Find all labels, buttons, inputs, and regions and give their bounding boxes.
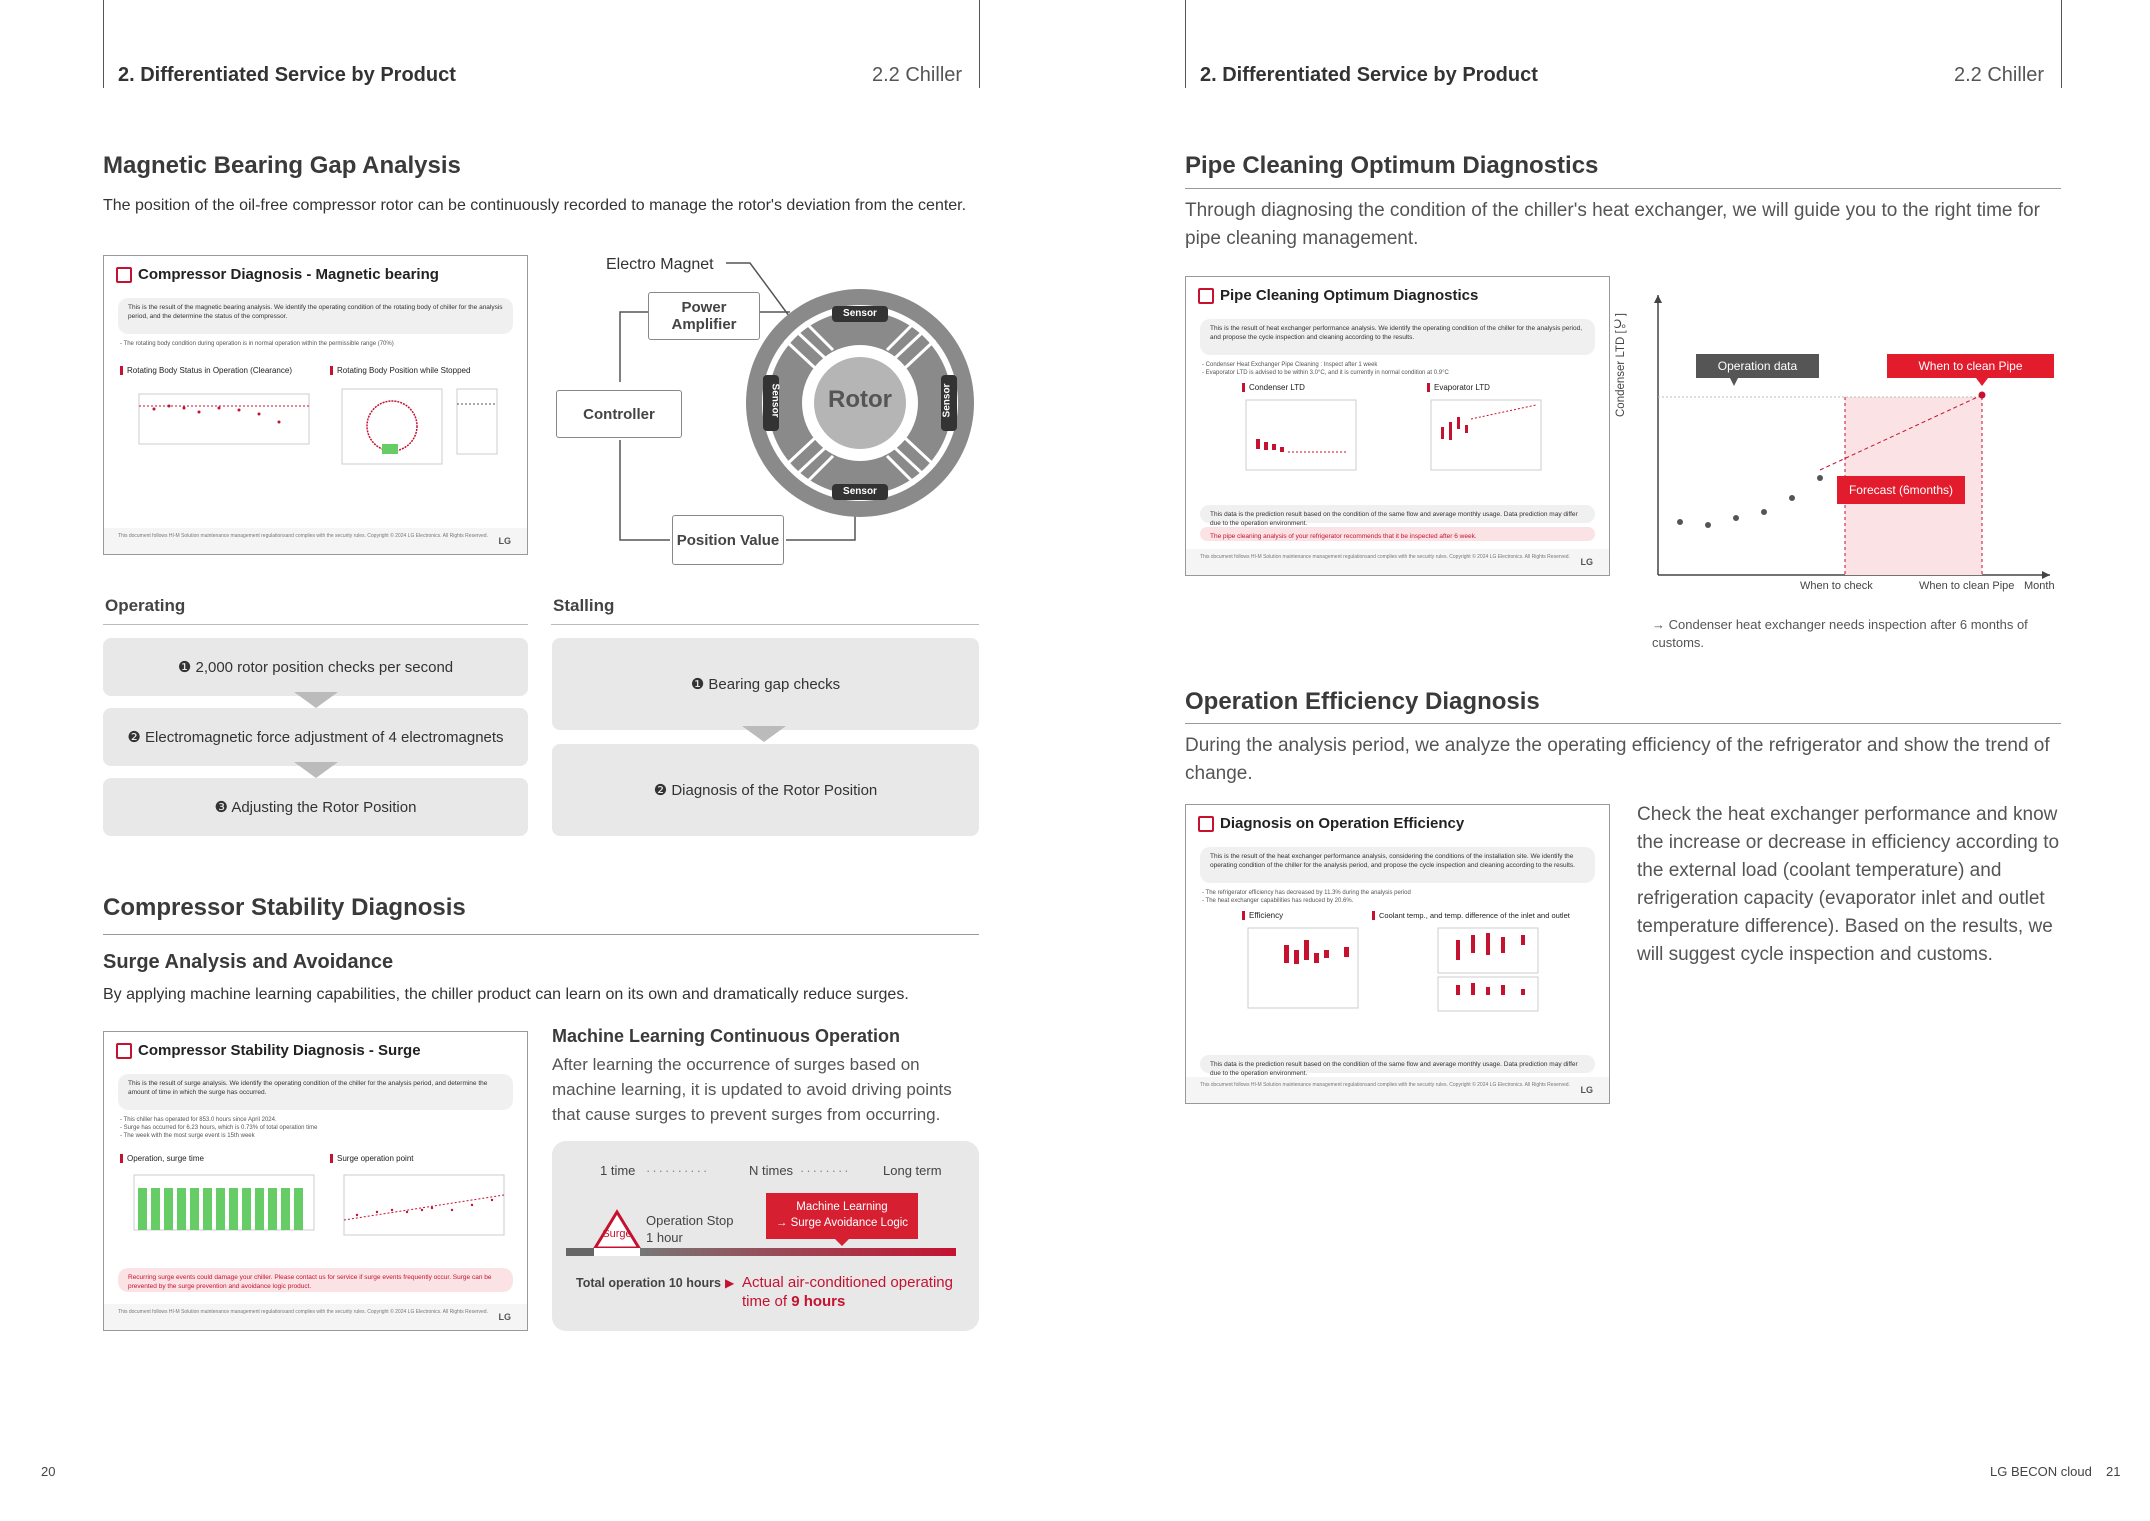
- sensor-label: Sensor: [843, 486, 877, 497]
- ml-desc: After learning the occurrence of surges based on machine learning, it is updated to avoid driving points that cause surges to prevent surges from occurring.: [552, 1055, 952, 1124]
- chart-label: Efficiency: [1242, 911, 1283, 920]
- operation-data-tag: Operation data: [1696, 354, 1819, 378]
- x-label-check: When to check: [1800, 580, 1873, 592]
- section-header: 2. Differentiated Service by Product: [118, 64, 456, 86]
- ml-diagram: [552, 1141, 979, 1331]
- op-stop-duration: 1 hour: [646, 1230, 683, 1245]
- header-right-rule: [979, 0, 980, 88]
- card-note: - The refrigerator efficiency has decreased by 11.3% during the analysis period: [1202, 890, 1411, 896]
- stalling-step-2: ❷ Diagnosis of the Rotor Position: [552, 744, 979, 836]
- operating-step-3: ❸ Adjusting the Rotor Position: [103, 778, 528, 836]
- electro-magnet-label: Electro Magnet: [606, 256, 714, 273]
- surge-card: [103, 1031, 528, 1331]
- card-summary: This is the result of surge analysis. We identify the operating condition of the chiller for the analysis period, and determine the amount of time in which the surge has occurred.: [118, 1074, 513, 1110]
- surge-label: Surge: [602, 1228, 632, 1240]
- chart-label: Condenser LTD: [1242, 383, 1305, 392]
- surge-subtitle: Surge Analysis and Avoidance: [103, 951, 394, 973]
- card-footer: This document follows HI-M Solution maintenance management regulationsand complies with the security rules. Copyright © 2024 LG Electronics. All Rights Reserved.: [1186, 549, 1609, 575]
- sensor-label: Sensor: [769, 383, 781, 418]
- page-number-right: 21: [2106, 1464, 2121, 1479]
- diagnosis-icon: [1198, 288, 1214, 304]
- down-arrow-icon: [742, 726, 786, 742]
- pipe-forecast-chart: [1630, 290, 2060, 600]
- card-footer: This document follows HI-M Solution maintenance management regulationsand complies with the security rules. Copyright © 2024 LG Electronics. All Rights Reserved.: [104, 528, 527, 554]
- section-subheader: 2.2 Chiller: [872, 64, 963, 86]
- operating-step-1: ❶ 2,000 rotor position checks per second: [103, 638, 528, 696]
- down-arrow-icon: [294, 762, 338, 778]
- card-note: - The rotating body condition during operation is in normal operation within the permissible range (70%): [120, 341, 394, 347]
- stalling-title: Stalling: [553, 596, 615, 615]
- rotor-label: Rotor: [828, 386, 892, 413]
- card-note: - The week with the most surge event is 15th week: [120, 1133, 255, 1139]
- card-footer: This document follows HI-M Solution maintenance management regulationsand complies with the security rules. Copyright © 2024 LG Electronics. All Rights Reserved.: [104, 1304, 527, 1330]
- chart-label: Evaporator LTD: [1427, 383, 1490, 392]
- chart-label: Coolant temp., and temp. difference of the inlet and outlet: [1372, 911, 1570, 920]
- card-footer: This document follows HI-M Solution maintenance management regulationsand complies with the security rules. Copyright © 2024 LG Electronics. All Rights Reserved.: [1186, 1077, 1609, 1103]
- card-title: Compressor Stability Diagnosis - Surge: [116, 1042, 421, 1059]
- surge-warning: Recurring surge events could damage your chiller. Please contact us for service if surge events frequently occur. Surge can be prevented by the surge prevention and avoidance logic product.: [118, 1268, 513, 1292]
- bar-segment: [640, 1248, 956, 1256]
- card-title: Pipe Cleaning Optimum Diagnostics: [1198, 287, 1478, 304]
- x-label-month: Month: [2024, 580, 2055, 592]
- sensor-label: Sensor: [843, 308, 877, 319]
- card-note: - The heat exchanger capabilities has reduced by 20.6%.: [1202, 898, 1354, 904]
- header-left-rule: [103, 0, 104, 88]
- section-header-right: 2. Differentiated Service by Product: [1200, 64, 1538, 86]
- condenser-ltd-axis-label: Condenser LTD [℃]: [1615, 313, 1627, 417]
- sensor-label: Sensor: [941, 383, 953, 418]
- surge-time-chart: [124, 1170, 319, 1250]
- card-summary: This is the result of the heat exchanger performance analysis, considering the conditions of the installation site. We identify the operating condition of the chiller for the analysis period, and propose the cycle inspection and cleaning according to the results.: [1200, 847, 1595, 883]
- dots: ········: [800, 1163, 851, 1178]
- ml-logic-callout: Machine Learning → Surge Avoidance Logic: [766, 1193, 918, 1239]
- header-left-rule-2: [1185, 0, 1186, 88]
- actual-time-2: time of 9 hours: [742, 1293, 846, 1310]
- evaporator-ltd-chart: [1421, 397, 1551, 487]
- stability-desc: By applying machine learning capabilities, the chiller product can learn on its own and dramatically reduce surges.: [103, 986, 909, 1003]
- card-summary: This is the result of heat exchanger performance analysis. We identify the operating condition of the chiller for the analysis period, and propose the cycle inspection and cleaning according to the results.: [1200, 319, 1595, 355]
- stalling-step-1: ❶ Bearing gap checks: [552, 638, 979, 730]
- pipe-card: [1185, 276, 1610, 576]
- timeline-long-term: Long term: [883, 1163, 942, 1178]
- callout-pointer: [834, 1238, 850, 1246]
- play-icon: ▶: [725, 1276, 735, 1290]
- diagnosis-icon: [1198, 816, 1214, 832]
- ml-title: Machine Learning Continuous Operation: [552, 1026, 901, 1046]
- magnetic-card: [103, 255, 528, 555]
- dots: ··········: [646, 1163, 710, 1178]
- condenser-ltd-chart: [1236, 397, 1366, 487]
- timeline-n-times: N times: [749, 1163, 794, 1178]
- header-right-rule-2: [2061, 0, 2062, 88]
- card-note: - Condenser Heat Exchanger Pipe Cleaning : Inspect after 1 week: [1202, 362, 1378, 368]
- lg-logo: LG: [1580, 557, 1593, 567]
- stability-title: Compressor Stability Diagnosis: [103, 894, 466, 921]
- pipe-title: Pipe Cleaning Optimum Diagnostics: [1185, 152, 1599, 179]
- card-note: - Surge has occurred for 6.23 hours, which is 0.73% of total operation time: [120, 1125, 318, 1131]
- pipe-warning: The pipe cleaning analysis of your refrigerator recommends that it be inspected after 6 week.: [1200, 527, 1595, 541]
- x-label-clean: When to clean Pipe: [1919, 580, 2015, 592]
- card-note: - This chiller has operated for 853.0 hours since April 2024.: [120, 1117, 277, 1123]
- lg-logo: LG: [498, 536, 511, 546]
- pipe-rule: [1185, 188, 2061, 189]
- controller-box: Controller: [556, 390, 682, 438]
- power-amplifier-box: Power Amplifier: [648, 292, 760, 340]
- position-value-box: Position Value: [672, 515, 784, 565]
- operating-title: Operating: [105, 596, 186, 615]
- efficiency-title: Operation Efficiency Diagnosis: [1185, 688, 1540, 715]
- magnetic-desc: The position of the oil-free compressor rotor can be continuously recorded to manage the rotor's deviation from the center.: [103, 197, 967, 214]
- surge-point-chart: [332, 1170, 512, 1250]
- efficiency-chart: [1236, 925, 1366, 1025]
- op-stop-label: Operation Stop: [646, 1213, 734, 1228]
- chart-label: Rotating Body Status in Operation (Clearance): [120, 366, 292, 375]
- bar-segment: [566, 1248, 594, 1256]
- info-note: This data is the prediction result based on the condition of the same flow and average monthly usage. Data prediction may differ due to the operation environment.: [1200, 505, 1595, 523]
- pipe-desc: Through diagnosing the condition of the chiller's heat exchanger, we will guide you to the right time for pipe cleaning management.: [1185, 200, 2040, 249]
- brand-name: LG BECON cloud: [1990, 1464, 2092, 1479]
- chart-label: Rotating Body Position while Stopped: [330, 366, 470, 375]
- page-number-left: 20: [41, 1464, 56, 1479]
- efficiency-rule: [1185, 723, 2061, 724]
- stalling-rule: [551, 624, 979, 625]
- coolant-temp-chart: [1426, 925, 1556, 1025]
- efficiency-card: [1185, 804, 1610, 1104]
- section-subheader-right: 2.2 Chiller: [1954, 64, 2045, 86]
- card-summary: This is the result of the magnetic bearing analysis. We identify the operating condition of the rotating body of chiller for the analysis period, and the determine the status of the compressor.: [118, 298, 513, 334]
- chart-label: Surge operation point: [330, 1154, 414, 1163]
- position-chart: [332, 384, 512, 479]
- efficiency-desc: During the analysis period, we analyze the operating efficiency of the refrigerator and show the trend of change.: [1185, 735, 2050, 784]
- actual-time: Actual air-conditioned operating: [742, 1274, 953, 1291]
- efficiency-side-text: Check the heat exchanger performance and know the increase or decrease in efficiency according to the external load (coolant temperature) and refrigeration capacity (evaporator inlet and outlet temperature difference). Based on the results, we will suggest cycle inspection and customs.: [1637, 804, 2060, 965]
- card-note: - Evaporator LTD is advised to be within 3.0°C, and it is currently in normal condition at 0.9°C: [1202, 370, 1449, 376]
- info-note: This data is the prediction result based on the condition of the same flow and average monthly usage. Data prediction may differ due to the operation environment.: [1200, 1055, 1595, 1073]
- operating-step-2: ❷ Electromagnetic force adjustment of 4 electromagnets: [103, 708, 528, 766]
- diagnosis-icon: [116, 267, 132, 283]
- lg-logo: LG: [498, 1312, 511, 1322]
- timeline-1-time: 1 time: [600, 1163, 636, 1178]
- bar-segment: [594, 1248, 640, 1256]
- down-arrow-icon: [294, 692, 338, 708]
- card-title: Diagnosis on Operation Efficiency: [1198, 815, 1464, 832]
- when-clean-tag: When to clean Pipe: [1887, 354, 2054, 378]
- lg-logo: LG: [1580, 1085, 1593, 1095]
- card-title: Compressor Diagnosis - Magnetic bearing: [116, 266, 439, 283]
- diagnosis-icon: [116, 1043, 132, 1059]
- total-operation: Total operation 10 hours: [576, 1276, 721, 1290]
- pipe-note: → Condenser heat exchanger needs inspection after 6 months of customs.: [1652, 617, 2028, 650]
- operating-rule: [103, 624, 528, 625]
- magnetic-title: Magnetic Bearing Gap Analysis: [103, 152, 461, 179]
- clearance-chart: [124, 384, 319, 464]
- chart-label: Operation, surge time: [120, 1154, 204, 1163]
- forecast-tag: Forecast (6months): [1837, 476, 1965, 504]
- stability-rule: [103, 934, 979, 935]
